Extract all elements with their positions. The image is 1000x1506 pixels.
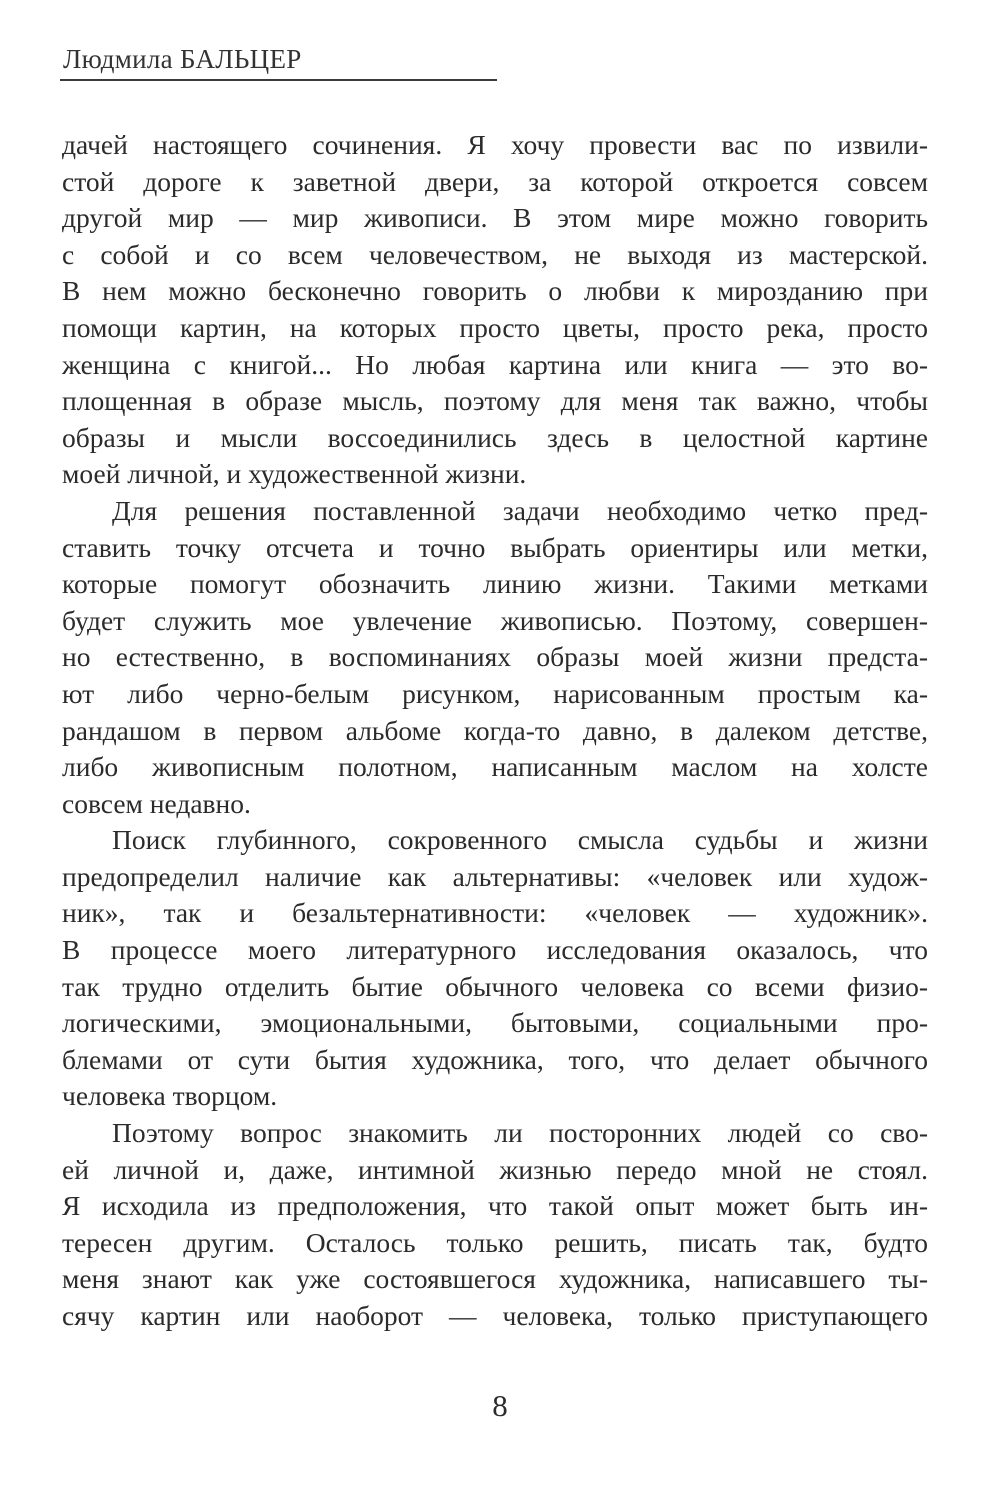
paragraph xyxy=(62,1115,928,1335)
page-number: 8 xyxy=(492,1388,508,1423)
paragraph xyxy=(62,822,928,1115)
text-line: либо живописным полотном, написанным маслом на холсте xyxy=(62,751,928,783)
text-line: будет служить мое увлечение живописью. Поэтому, совершен- xyxy=(62,604,928,636)
text-line: так трудно отделить бытие обычного человека со всеми физио- xyxy=(62,970,928,1002)
text-line: сячу картин или наоборот — человека, только приступающего xyxy=(62,1300,928,1331)
text-line: Поиск глубинного, сокровенного смысла судьбы и жизни xyxy=(112,824,928,856)
text-line: логическими, эмоциональными, бытовыми, социальными про- xyxy=(62,1007,928,1039)
text-line: тересен другим. Осталось только решить, писать так, будто xyxy=(62,1226,928,1258)
text-line: площенная в образе мысль, поэтому для меня так важно, чтобы xyxy=(62,385,928,417)
text-line: дачей настоящего сочинения. Я хочу провести вас по извили- xyxy=(62,129,928,160)
text-line: совсем недавно. xyxy=(62,787,251,819)
text-line: моей личной, и художественной жизни. xyxy=(62,458,527,490)
text-line: женщина с книгой... Но любая картина или книга — это во- xyxy=(62,348,928,380)
text-line: которые помогут обозначить линию жизни. Такими метками xyxy=(62,568,928,600)
text-line: меня знают как уже состоявшегося художника, написавшего ты- xyxy=(62,1263,928,1295)
text-line: с собой и со всем человечеством, не выходя из мастерской. xyxy=(62,238,928,270)
text-line: ставить точку отсчета и точно выбрать ориентиры или метки, xyxy=(62,531,928,563)
body-text xyxy=(62,127,928,1335)
text-line: но естественно, в воспоминаниях образы моей жизни предста- xyxy=(62,641,928,673)
text-line: блемами от сути бытия художника, того, что делает обычного xyxy=(62,1043,928,1075)
text-line: другой мир — мир живописи. В этом мире можно говорить xyxy=(62,202,928,234)
text-line: человека творцом. xyxy=(62,1080,278,1112)
text-line: образы и мысли воссоединились здесь в целостной картине xyxy=(62,421,928,453)
text-line: ют либо черно-белым рисунком, нарисованным простым ка- xyxy=(62,677,928,709)
text-line: ник», так и безальтернативности: «человек — художник». xyxy=(62,897,928,929)
text-line: Я исходила из предположения, что такой опыт может быть ин- xyxy=(62,1190,928,1222)
text-line: Поэтому вопрос знакомить ли посторонних людей со сво- xyxy=(112,1117,928,1149)
running-head-rule xyxy=(60,79,497,81)
text-line: Для решения поставленной задачи необходимо четко пред- xyxy=(112,494,928,526)
text-line: В нем можно бесконечно говорить о любви к мирозданию при xyxy=(62,275,928,307)
running-head: Людмила БАЛЬЦЕР xyxy=(63,44,302,74)
text-line: помощи картин, на которых просто цветы, просто река, просто xyxy=(62,311,928,343)
text-line: рандашом в первом альбоме когда-то давно, в далеком детстве, xyxy=(62,714,928,746)
text-line: стой дороге к заветной двери, за которой откроется совсем xyxy=(62,165,928,197)
text-line: ей личной и, даже, интимной жизнью передо мной не стоял. xyxy=(62,1153,928,1185)
paragraph xyxy=(62,127,928,493)
paragraph xyxy=(62,493,928,822)
text-line: В процессе моего литературного исследования оказалось, что xyxy=(62,934,928,966)
text-line: предопределил наличие как альтернативы: «человек или худож- xyxy=(62,860,928,892)
